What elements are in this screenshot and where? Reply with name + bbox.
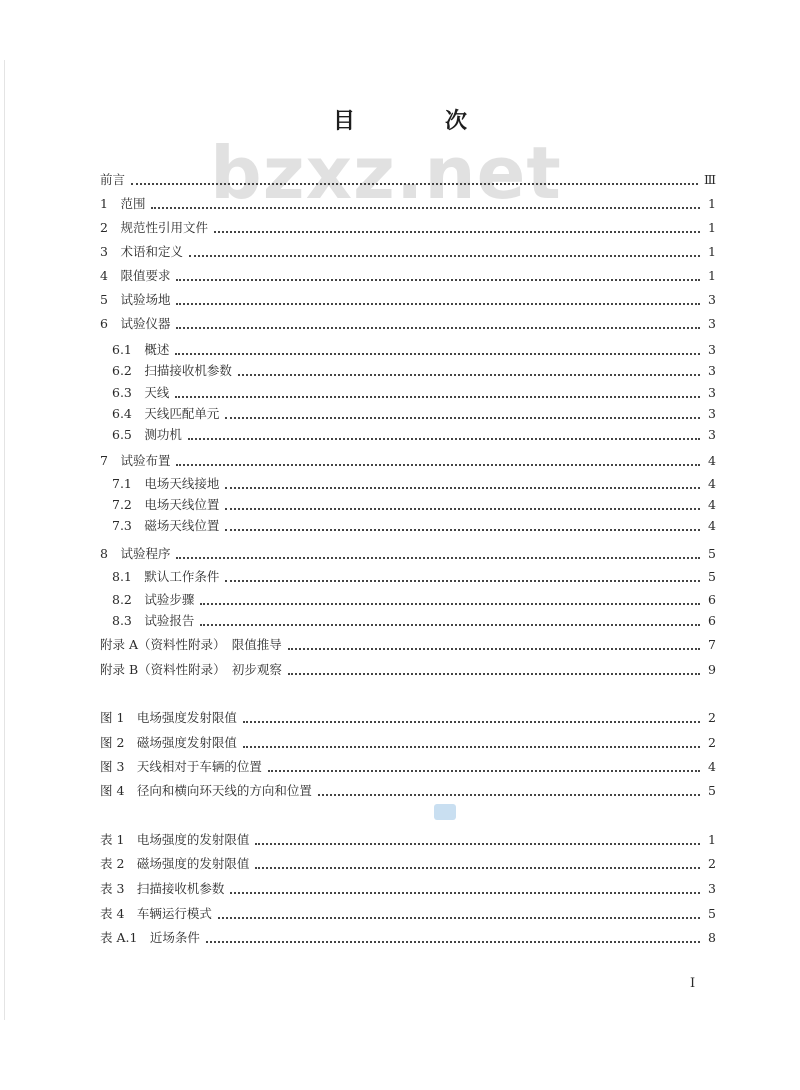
toc-label: 8 试验程序: [100, 546, 171, 561]
toc-label: 6.4 天线匹配单元: [112, 406, 220, 421]
dot-leader: [268, 770, 700, 772]
toc-label: 6.1 概述: [112, 342, 170, 357]
dot-leader: [255, 867, 700, 869]
table-label: 表 A.1 近场条件: [100, 930, 200, 945]
toc-page: 5: [708, 546, 716, 561]
toc-page: 6: [708, 592, 716, 607]
watermark: bzxz.net: [210, 131, 562, 215]
figure-label: 图 2 磁场强度发射限值: [100, 735, 237, 750]
page-edge: [4, 60, 5, 1020]
dot-leader: [188, 438, 700, 440]
toc-page: 5: [708, 569, 716, 584]
page-title: 目 次: [332, 108, 501, 134]
figure-page: 5: [708, 783, 716, 798]
toc-entry[interactable]: [100, 218, 716, 238]
toc-page: 4: [708, 497, 716, 512]
figure-label: 图 1 电场强度发射限值: [100, 710, 237, 725]
table-page: 5: [708, 906, 716, 921]
toc-entry[interactable]: [100, 635, 716, 655]
table-page: 2: [708, 856, 716, 871]
toc-entry[interactable]: [112, 340, 716, 360]
toc-page: 3: [708, 342, 716, 357]
toc-label: 3 术语和定义: [100, 244, 183, 259]
dot-leader: [176, 327, 700, 329]
toc-entry[interactable]: [112, 425, 716, 445]
toc-page: 3: [708, 363, 716, 378]
dot-leader: [225, 529, 700, 531]
toc-page: 9: [708, 662, 716, 677]
toc-entry[interactable]: [100, 170, 716, 190]
toc-label: 1 范围: [100, 196, 146, 211]
table-page: 1: [708, 832, 716, 847]
page-number: I: [690, 976, 696, 991]
toc-page: 6: [708, 613, 716, 628]
dot-leader: [225, 508, 700, 510]
toc-entry[interactable]: [112, 495, 716, 515]
toc-label: 7 试验布置: [100, 453, 171, 468]
dot-leader: [255, 843, 700, 845]
toc-page: 7: [708, 637, 716, 652]
figure-page: 2: [708, 735, 716, 750]
dot-leader: [131, 183, 698, 185]
toc-entry[interactable]: [100, 544, 716, 564]
table-entry[interactable]: [100, 830, 716, 850]
toc-entry[interactable]: [100, 314, 716, 334]
dot-leader: [175, 396, 700, 398]
table-entry[interactable]: [100, 879, 716, 899]
figure-entry[interactable]: [100, 708, 716, 728]
toc-page: 1: [708, 244, 716, 259]
dot-leader: [214, 231, 700, 233]
toc-entry[interactable]: [100, 266, 716, 286]
toc-label: 8.3 试验报告: [112, 613, 195, 628]
toc-label: 5 试验场地: [100, 292, 171, 307]
dot-leader: [200, 603, 700, 605]
dot-leader: [288, 673, 700, 675]
toc-label: 4 限值要求: [100, 268, 171, 283]
dot-leader: [176, 464, 700, 466]
dot-leader: [318, 794, 700, 796]
table-entry[interactable]: [100, 904, 716, 924]
toc-entry[interactable]: [112, 611, 716, 631]
toc-entry[interactable]: [112, 404, 716, 424]
watermark-logo-icon: [434, 804, 456, 820]
toc-label: 2 规范性引用文件: [100, 220, 208, 235]
dot-leader: [189, 255, 700, 257]
toc-page: 3: [708, 316, 716, 331]
toc-page: 3: [708, 427, 716, 442]
dot-leader: [243, 746, 700, 748]
table-entry[interactable]: [100, 854, 716, 874]
toc-label: 6.5 测功机: [112, 427, 182, 442]
toc-entry[interactable]: [112, 361, 716, 381]
figure-entry[interactable]: [100, 781, 716, 801]
toc-label: 6.2 扫描接收机参数: [112, 363, 232, 378]
toc-page: 1: [708, 196, 716, 211]
toc-entry[interactable]: [100, 290, 716, 310]
toc-page: Ⅲ: [703, 172, 716, 187]
figure-entry[interactable]: [100, 757, 716, 777]
toc-entry[interactable]: [112, 474, 716, 494]
toc-label: 6 试验仪器: [100, 316, 171, 331]
toc-entry[interactable]: [112, 590, 716, 610]
table-label: 表 4 车辆运行模式: [100, 906, 212, 921]
toc-label: 7.2 电场天线位置: [112, 497, 220, 512]
toc-label: 附录 A（资料性附录） 限值推导: [100, 637, 282, 652]
figure-page: 2: [708, 710, 716, 725]
toc-entry[interactable]: [100, 194, 716, 214]
toc-entry[interactable]: [100, 242, 716, 262]
figure-label: 图 4 径向和横向环天线的方向和位置: [100, 783, 312, 798]
toc-label: 前言: [100, 172, 126, 187]
toc-label: 6.3 天线: [112, 385, 170, 400]
table-page: 3: [708, 881, 716, 896]
table-entry[interactable]: [100, 928, 716, 948]
table-label: 表 1 电场强度的发射限值: [100, 832, 250, 847]
dot-leader: [238, 374, 700, 376]
toc-label: 7.3 磁场天线位置: [112, 518, 220, 533]
toc-entry[interactable]: [112, 516, 716, 536]
toc-label: 8.1 默认工作条件: [112, 569, 220, 584]
dot-leader: [225, 487, 700, 489]
toc-entry[interactable]: [112, 567, 716, 587]
toc-page: 3: [708, 385, 716, 400]
dot-leader: [225, 417, 700, 419]
table-page: 8: [708, 930, 716, 945]
dot-leader: [218, 917, 700, 919]
toc-label: 7.1 电场天线接地: [112, 476, 220, 491]
dot-leader: [151, 207, 700, 209]
toc-page: 3: [708, 292, 716, 307]
figure-entry[interactable]: [100, 733, 716, 753]
dot-leader: [243, 721, 700, 723]
toc-entry[interactable]: [100, 451, 716, 471]
table-label: 表 2 磁场强度的发射限值: [100, 856, 250, 871]
toc-page: 1: [708, 268, 716, 283]
toc-label: 8.2 试验步骤: [112, 592, 195, 607]
dot-leader: [176, 557, 700, 559]
dot-leader: [230, 892, 700, 894]
toc-label: 附录 B（资料性附录） 初步观察: [100, 662, 282, 677]
dot-leader: [206, 941, 700, 943]
dot-leader: [175, 353, 700, 355]
toc-entry[interactable]: [112, 383, 716, 403]
dot-leader: [176, 303, 700, 305]
table-label: 表 3 扫描接收机参数: [100, 881, 225, 896]
toc-entry[interactable]: [100, 660, 716, 680]
dot-leader: [200, 624, 700, 626]
toc-page: 1: [708, 220, 716, 235]
toc-page: 4: [708, 518, 716, 533]
toc-page: 4: [708, 453, 716, 468]
dot-leader: [288, 648, 700, 650]
toc-page: 3: [708, 406, 716, 421]
dot-leader: [176, 279, 700, 281]
figure-page: 4: [708, 759, 716, 774]
toc-page: 4: [708, 476, 716, 491]
dot-leader: [225, 580, 700, 582]
figure-label: 图 3 天线相对于车辆的位置: [100, 759, 262, 774]
